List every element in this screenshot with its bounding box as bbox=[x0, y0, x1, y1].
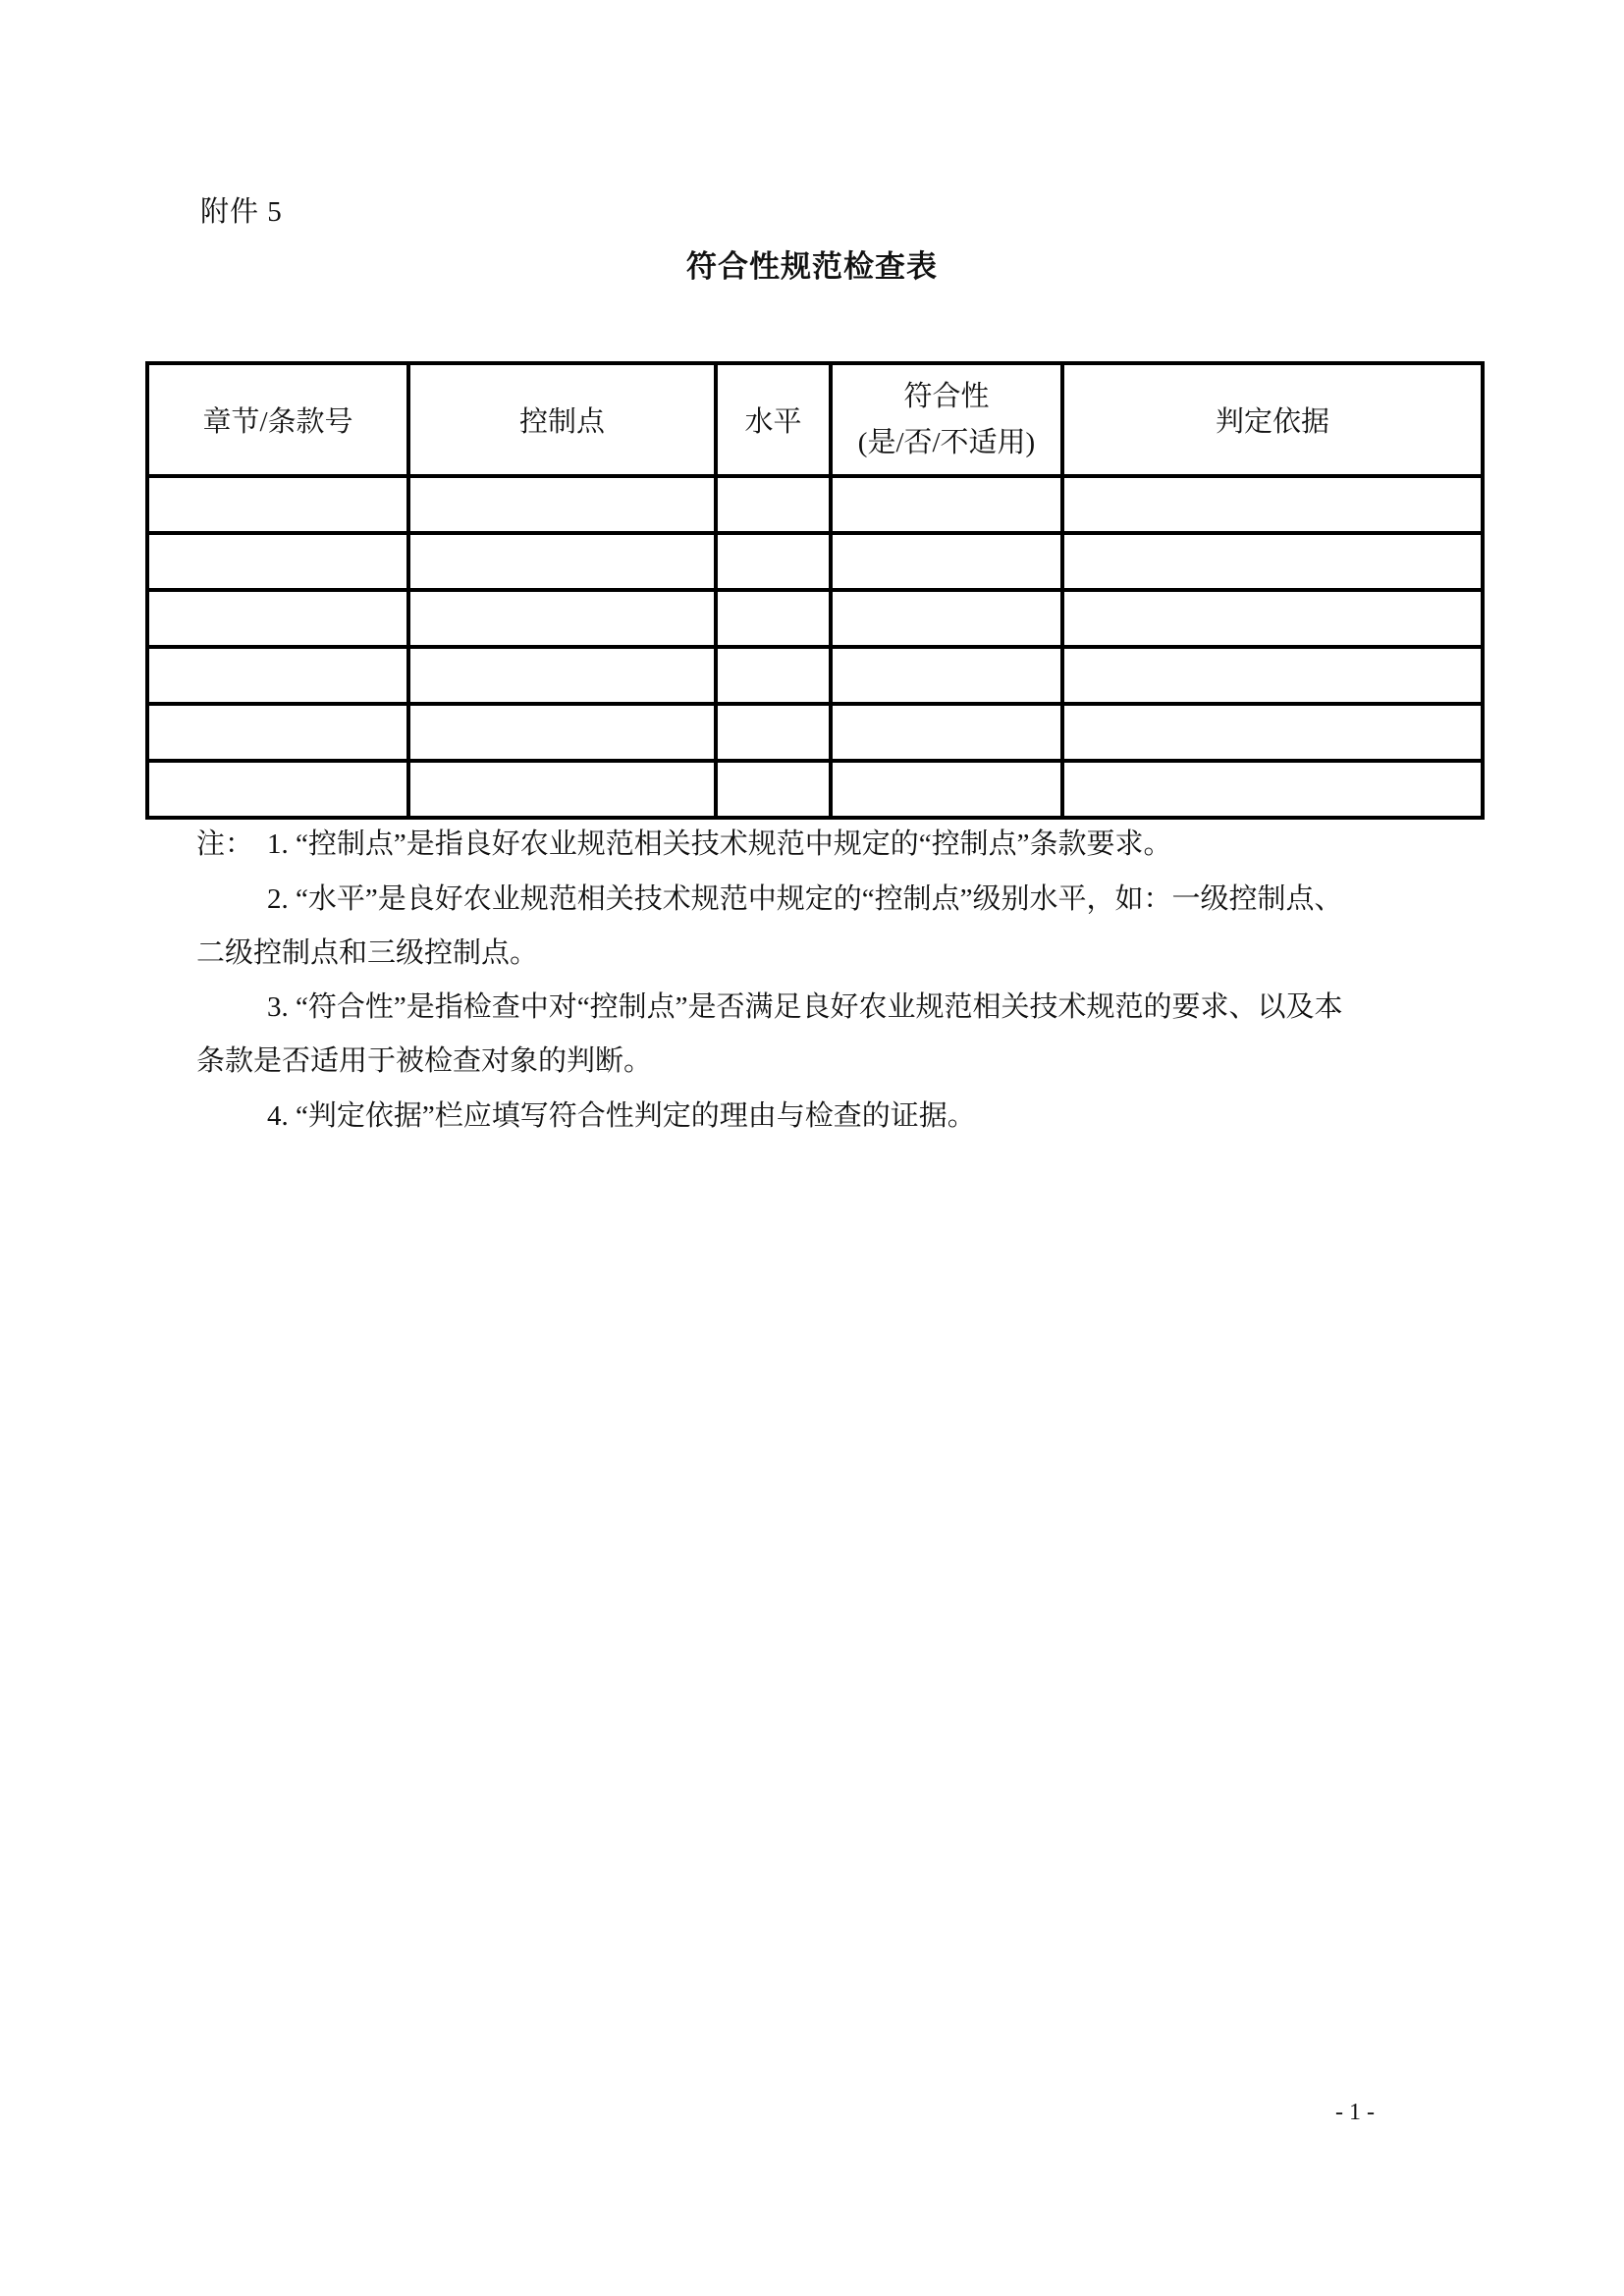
note-item-2-continued: 二级控制点和三级控制点。 bbox=[196, 937, 539, 969]
note-item-3: 3. “符合性”是指检查中对“控制点”是否满足良好农业规范相关技术规范的要求、以及本 bbox=[267, 991, 1343, 1023]
page-title: 符合性规范检查表 bbox=[686, 249, 938, 284]
column-header-clause: 章节/条款号 bbox=[147, 363, 408, 476]
column-header-conformity-line1: 符合性 bbox=[903, 380, 990, 412]
column-header-level: 水平 bbox=[716, 363, 831, 476]
note-item-2: 2. “水平”是良好农业规范相关技术规范中规定的“控制点”级别水平，如：一级控制点、 bbox=[267, 883, 1343, 915]
column-header-control-point: 控制点 bbox=[408, 363, 716, 476]
column-header-conformity-line2: (是/否/不适用) bbox=[857, 426, 1036, 458]
note-item-3-continued: 条款是否适用于被检查对象的判断。 bbox=[196, 1045, 653, 1077]
notes-section bbox=[196, 0, 1463, 2296]
attachment-label: 附件 5 bbox=[200, 196, 283, 228]
column-header-basis: 判定依据 bbox=[1062, 363, 1483, 476]
note-item-4: 4. “判定依据”栏应填写符合性判定的理由与检查的证据。 bbox=[267, 1100, 976, 1132]
page-number: - 1 - bbox=[1335, 2100, 1375, 2125]
note-item-1: 1. “控制点”是指良好农业规范相关技术规范中规定的“控制点”条款要求。 bbox=[267, 828, 1172, 860]
note-prefix: 注： bbox=[196, 828, 254, 860]
